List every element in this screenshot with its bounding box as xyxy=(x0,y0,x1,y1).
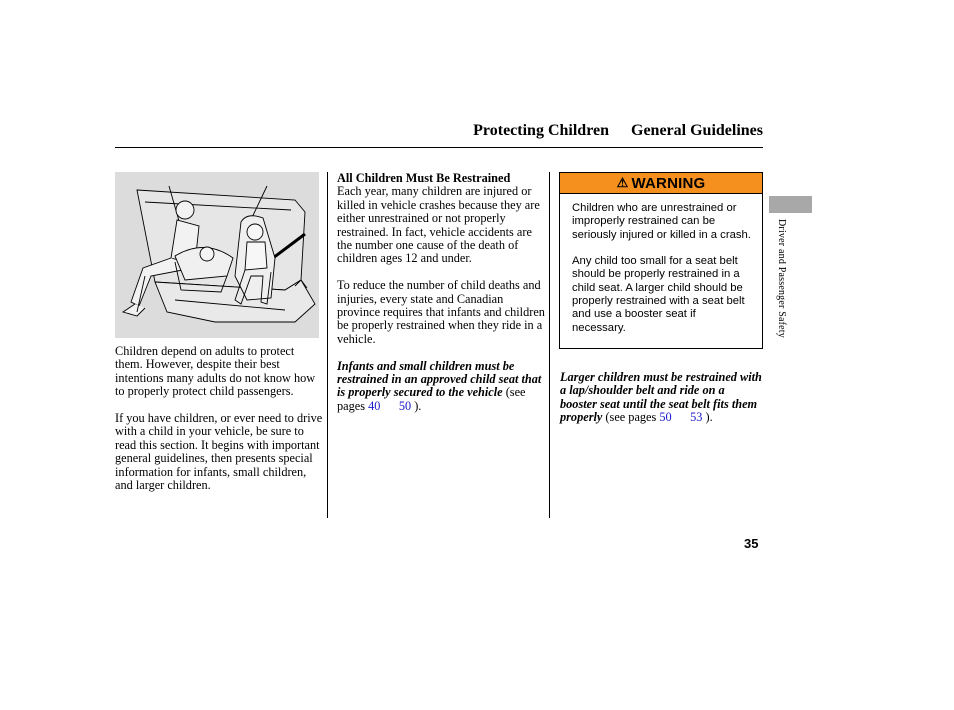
infant-note-emphasis: Infants and small children must be restrained in an approved child seat that is properly secured to the vehicle xyxy=(337,358,542,400)
restraint-paragraph-1: Each year, many children are injured or killed in vehicle crashes because they are either unrestrained or not properly restrained. In fact, vehicle accidents are the number one cause of the death of children ages 12 and under. xyxy=(337,184,540,266)
child-seat-illustration xyxy=(115,172,319,338)
restraint-paragraph-2: To reduce the number of child deaths and injuries, every state and Canadian province requires that infants and children be properly restrained when they ride in a vehicle. xyxy=(337,278,545,346)
larger-children-close: ). xyxy=(702,410,713,425)
section-title: Protecting Children xyxy=(473,122,609,139)
warning-triangle-icon: ⚠ xyxy=(616,175,629,190)
larger-children-emphasis: Larger children must be restrained with a lap/shoulder belt and ride on a booster seat until the seat belt fits them properly xyxy=(560,370,762,425)
section-tab-label: Driver and Passenger Safety xyxy=(776,219,787,338)
infant-note xyxy=(337,360,545,414)
column-divider-1 xyxy=(327,172,328,518)
intro-paragraph-2: If you have children, or ever need to drive with a child in your vehicle, be sure to read this section. It begins with important general guidelines, then presents special information for infants, small children, and larger children. xyxy=(115,411,323,493)
larger-children-column xyxy=(560,371,764,425)
page-link-50b[interactable]: 50 xyxy=(659,410,672,425)
page-number: 35 xyxy=(744,536,759,551)
larger-children-note xyxy=(560,371,764,425)
intro-column xyxy=(115,345,323,492)
column-divider-2 xyxy=(549,172,550,518)
warning-box xyxy=(559,172,763,349)
warning-header xyxy=(560,173,762,194)
infant-note-close: ). xyxy=(411,398,422,413)
subsection-title: General Guidelines xyxy=(631,122,763,139)
page-link-50[interactable]: 50 xyxy=(398,398,412,413)
page-header xyxy=(115,121,763,148)
warning-paragraph-1: Children who are unrestrained or improperly restrained can be seriously injured or killed in a crash. xyxy=(572,202,751,241)
page-link-53[interactable]: 53 xyxy=(690,410,703,425)
warning-body xyxy=(560,194,762,335)
intro-paragraph-1: Children depend on adults to protect them. However, despite their best intentions many adults do not know how to properly protect child passengers. xyxy=(115,344,316,399)
warning-label: WARNING xyxy=(631,174,706,192)
section-tab xyxy=(769,196,812,213)
infant-note-ref: (see pages xyxy=(337,385,526,413)
warning-paragraph-2: Any child too small for a seat belt should be properly restrained in a child seat. A larger child should be properly restrained with a seat belt and use a booster seat if necessary. xyxy=(572,255,745,334)
larger-children-ref: (see pages xyxy=(602,410,660,425)
restraint-heading: All Children Must Be Restrained xyxy=(337,171,511,185)
restraint-column xyxy=(337,172,545,413)
page-link-40[interactable]: 40 xyxy=(368,398,381,413)
